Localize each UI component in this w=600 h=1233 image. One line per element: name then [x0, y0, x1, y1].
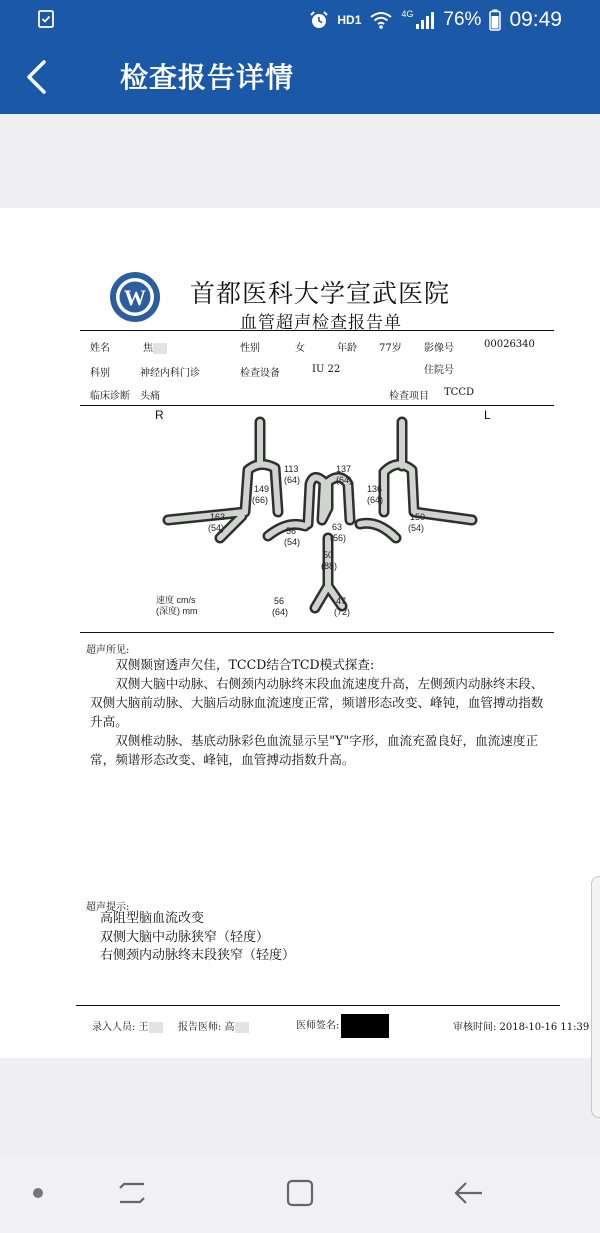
vessel-label: 50 — [323, 550, 334, 560]
age-value: 77岁 — [379, 343, 402, 354]
header-rule — [80, 330, 554, 331]
footer-rule — [76, 1005, 560, 1006]
entry-person: 录入人员: 王 — [92, 1018, 163, 1033]
dept-value: 神经内科门诊 — [140, 368, 200, 379]
vessel-label: (66) — [252, 495, 269, 505]
status-bar — [0, 0, 600, 40]
device-value: IU 22 — [312, 364, 341, 375]
vessel-label: 47 — [336, 596, 347, 606]
findings-heading: 超声所见: — [86, 645, 130, 656]
vessel-label: (54) — [408, 523, 425, 533]
diagnosis-value: 头痛 — [140, 391, 160, 402]
task-checklist-icon — [36, 9, 56, 29]
findings-paragraph: 双侧大脑中动脉、右侧颈内动脉终末段血流速度升高，左侧颈内动脉终末段、双侧大脑前动脉、大脑后动脉血流速度正常，频谱形态改变、峰钝，血管搏动指数升高。 — [90, 676, 544, 729]
hospital-logo-icon — [108, 270, 162, 324]
vessel-diagram — [150, 408, 490, 633]
alarm-icon — [309, 10, 329, 30]
signal-strength-icon — [415, 10, 435, 30]
doctor-signature: 医师签名: — [296, 1014, 389, 1038]
vessel-label: (64) — [272, 607, 289, 617]
hint-item: 右侧颈内动脉终末段狭窄（轻度） — [100, 948, 296, 963]
image-no-label: 影像号 — [424, 343, 454, 354]
vessel-label: 136 — [367, 484, 383, 494]
legend-speed: 速度 cm/s — [156, 595, 196, 605]
battery-percent: 76% — [443, 9, 482, 30]
name-label: 姓名 — [90, 343, 110, 354]
side-panel-handle[interactable] — [591, 876, 600, 1118]
vessel-label: 150 — [410, 512, 426, 522]
hint-item: 高阻型脑血流改变 — [100, 911, 205, 926]
signature-redaction — [341, 1014, 389, 1038]
report-document[interactable] — [0, 208, 600, 1058]
hints-heading: 超声提示: — [86, 902, 130, 913]
vessel-label: 56 — [274, 596, 285, 606]
system-back-button[interactable] — [448, 1173, 488, 1213]
gender-label: 性别 — [240, 343, 260, 354]
back-arrow-icon — [448, 1173, 488, 1213]
info-rule — [80, 405, 554, 406]
recent-apps-button[interactable] — [112, 1173, 152, 1213]
vessel-label: 56 — [286, 526, 297, 536]
left-side-marker: L — [484, 408, 491, 422]
name-value: 焦 — [143, 339, 167, 354]
right-side-marker: R — [155, 408, 164, 422]
hd-indicator: HD1 — [337, 13, 362, 27]
vessel-label: (56) — [330, 533, 347, 543]
report-doctor: 报告医师: 高 — [178, 1018, 249, 1033]
diagnosis-label: 临床诊断 — [90, 391, 130, 402]
vessel-label: (64) — [336, 475, 353, 485]
vessel-label: 137 — [336, 464, 352, 474]
nav-dot-button[interactable] — [18, 1173, 58, 1213]
page-title: 检查报告详情 — [120, 61, 295, 94]
age-label: 年龄 — [337, 343, 357, 354]
network-type-label: 4G — [401, 9, 414, 19]
wifi-icon — [369, 10, 393, 30]
clock: 09:49 — [509, 8, 562, 31]
report-title: 血管超声检查报告单 — [240, 313, 402, 333]
findings-paragraph: 双侧椎动脉、基底动脉彩色血流显示呈"Y"字形，血流充盈良好，血流速度正常，频谱形态改变、峰钝，血管搏动指数升高。 — [90, 733, 539, 767]
vessel-label: (54) — [208, 523, 225, 533]
app-header — [0, 40, 600, 114]
gender-value: 女 — [295, 343, 305, 354]
diagram-rule — [80, 632, 554, 633]
vessel-label: (64) — [367, 495, 384, 505]
findings-line: 双侧颞窗透声欠佳，TCCD结合TCD模式探查: — [115, 657, 375, 672]
home-square-icon — [280, 1173, 320, 1213]
home-button[interactable] — [280, 1173, 320, 1213]
battery-icon — [489, 9, 501, 31]
dept-label: 科别 — [90, 368, 110, 379]
vessel-label: 63 — [332, 522, 343, 532]
vessel-label: (72) — [334, 607, 351, 617]
exam-item-value: TCCD — [444, 387, 474, 398]
vessel-label: (64) — [284, 475, 301, 485]
svg-text:W: W — [124, 285, 146, 310]
vessel-label: 113 — [284, 464, 299, 474]
vessel-label: (88) — [321, 561, 338, 571]
chevron-left-icon — [16, 54, 58, 100]
device-label: 检查设备 — [240, 368, 280, 379]
vessel-label: 149 — [254, 484, 270, 494]
vessel-label: 163 — [210, 512, 226, 522]
legend-depth: (深度) mm — [156, 606, 198, 616]
back-button[interactable] — [16, 54, 58, 100]
dot-icon — [18, 1173, 58, 1213]
image-no-value: 00026340 — [484, 339, 535, 350]
hints-list — [100, 910, 295, 966]
vessel-label: (54) — [284, 537, 301, 547]
recent-apps-icon — [112, 1173, 152, 1213]
exam-item-label: 检查项目 — [389, 391, 429, 402]
hint-item: 双侧大脑中动脉狭窄（轻度） — [100, 929, 270, 945]
content-top-spacer — [0, 114, 600, 208]
inpatient-label: 住院号 — [424, 365, 454, 376]
findings-text — [90, 655, 552, 769]
system-nav-bar — [0, 1155, 600, 1233]
hospital-name: 首都医科大学宣武医院 — [190, 279, 451, 308]
review-time: 审核时间: 2018-10-16 11:39 — [453, 1022, 590, 1033]
